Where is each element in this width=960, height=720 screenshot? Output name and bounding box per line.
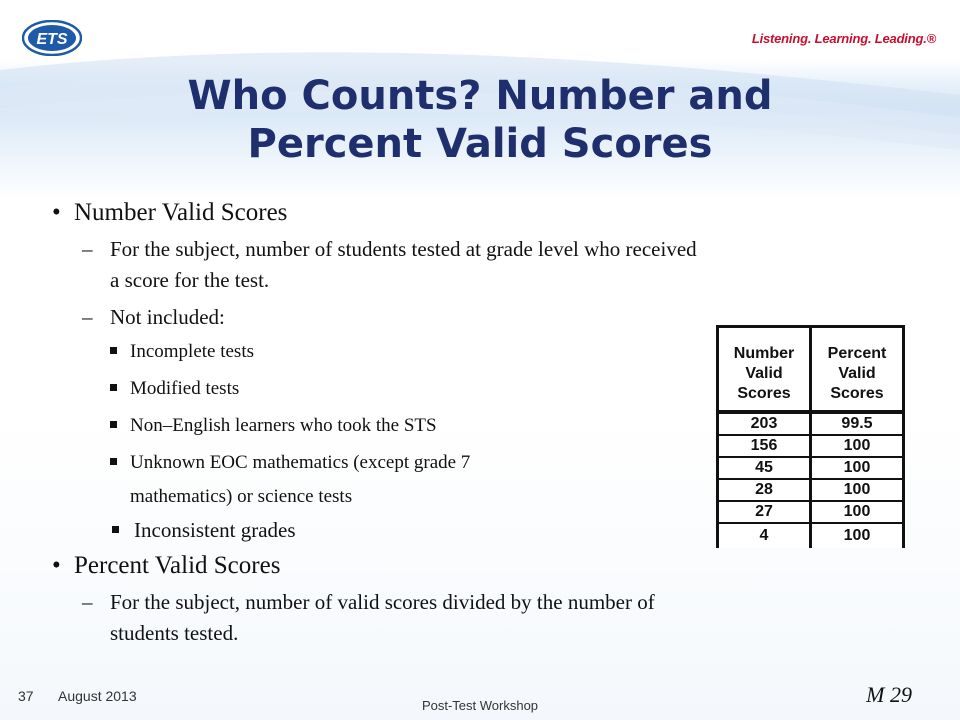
dash-marker: – bbox=[82, 237, 93, 261]
percent-valid-desc-text: For the subject, number of valid scores divided by the number of bbox=[110, 590, 655, 614]
square-bullet-icon bbox=[110, 384, 117, 391]
valid-scores-table bbox=[716, 325, 905, 548]
column-header: Number Valid Scores bbox=[718, 327, 811, 413]
ets-logo bbox=[22, 20, 82, 56]
footer-date: August 2013 bbox=[58, 688, 137, 704]
not-included-text: Not included: bbox=[110, 305, 225, 329]
table-row bbox=[718, 412, 904, 435]
logo-text: ETS bbox=[36, 31, 68, 48]
bullet-number-valid: • Number Valid Scores bbox=[48, 198, 938, 228]
subbullet-number-valid-desc bbox=[48, 234, 938, 296]
table-cell: 100 bbox=[811, 523, 904, 548]
table-cell: 45 bbox=[718, 457, 811, 479]
dash-marker: – bbox=[82, 305, 93, 329]
table-row bbox=[718, 457, 904, 479]
page-title bbox=[60, 72, 900, 168]
square-bullet-icon bbox=[112, 526, 119, 533]
table-cell: 100 bbox=[811, 457, 904, 479]
excluded-item-text: Modified tests bbox=[130, 378, 240, 399]
excluded-item-text: Incomplete tests bbox=[130, 341, 254, 362]
percent-valid-desc-cont: students tested. bbox=[110, 621, 239, 645]
table-cell: 99.5 bbox=[811, 412, 904, 435]
bullet-percent-valid: • Percent Valid Scores bbox=[48, 551, 938, 581]
title-line-1: Who Counts? Number and bbox=[187, 73, 773, 119]
table-row bbox=[718, 435, 904, 457]
table-row bbox=[718, 523, 904, 548]
table-cell: 203 bbox=[718, 412, 811, 435]
excluded-item-cont: mathematics) or science tests bbox=[130, 486, 353, 507]
excluded-item-text: Unknown EOC mathematics (except grade 7 bbox=[130, 452, 471, 473]
tagline: Listening. Learning. Leading.® bbox=[751, 31, 936, 46]
dash-marker: – bbox=[82, 590, 93, 614]
table-cell: 4 bbox=[718, 523, 811, 548]
title-line-2: Percent Valid Scores bbox=[247, 121, 713, 167]
subbullet-percent-valid-desc bbox=[48, 587, 938, 649]
table-row bbox=[718, 479, 904, 501]
table-cell: 100 bbox=[811, 501, 904, 523]
slide-number: 37 bbox=[18, 688, 34, 704]
excluded-item-text: Inconsistent grades bbox=[134, 518, 296, 542]
table-cell: 28 bbox=[718, 479, 811, 501]
table-header-row bbox=[718, 327, 904, 413]
excluded-item-text: Non–English learners who took the STS bbox=[130, 415, 437, 436]
number-valid-desc-text: For the subject, number of students tested at grade level who received bbox=[110, 237, 697, 261]
square-bullet-icon bbox=[110, 458, 117, 465]
table-row bbox=[718, 501, 904, 523]
square-bullet-icon bbox=[110, 421, 117, 428]
table-cell: 27 bbox=[718, 501, 811, 523]
table-cell: 100 bbox=[811, 479, 904, 501]
table-cell: 100 bbox=[811, 435, 904, 457]
table-cell: 156 bbox=[718, 435, 811, 457]
footer-center-text: Post-Test Workshop bbox=[421, 698, 539, 713]
footer-reference: M 29 bbox=[866, 682, 912, 707]
number-valid-desc-cont: a score for the test. bbox=[110, 268, 270, 292]
column-header: Percent Valid Scores bbox=[811, 327, 904, 413]
square-bullet-icon bbox=[110, 347, 117, 354]
